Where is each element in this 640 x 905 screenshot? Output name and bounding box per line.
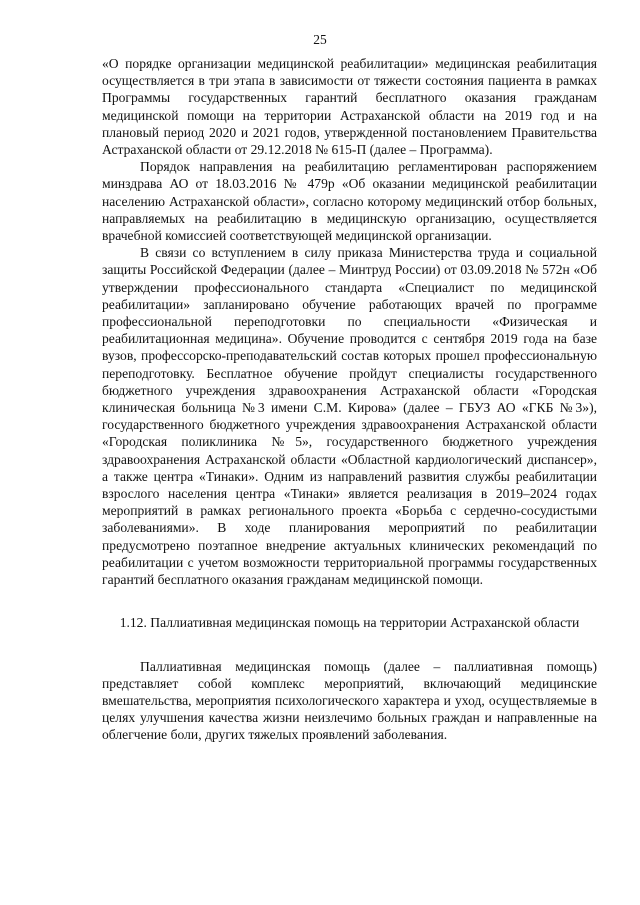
- paragraph-specialist-training: В связи со вступлением в силу приказа Министерства труда и социальной защиты Российской Федерации (далее – Минтруд России) от 03.09.2018 № 572н «Об утверждении профессионального стандарта «Специалист по медицинской реабилитации» запланировано обучение работающих врачей по программе профессиональной переподготовки по специальности «Физическая и реабилитационная медицина». Обучение проводится с сентября 2019 года на базе вузов, профессорско-преподавательский состав которых прошел профессиональную переподготовку. Бесплатное обучение пройдут специалисты государственного бюджетного учреждения здравоохранения Астраханской области «Городская клиническая больница №3 имени С.М. Кирова» (далее – ГБУЗ АО «ГКБ №3»), государственного бюджетного учреждения здравоохранения Астраханской области «Городская поликлиника №5», государственного бюджетного учреждения здравоохранения Астраханской области «Областной кардиологический диспансер», а также центра «Тинаки». Одним из направлений развития службы реабилитации взрослого населения центра «Тинаки» является реализация в 2019–2024 годах мероприятий в рамках регионального проекта «Борьба с сердечно-сосудистыми заболеваниями». В ходе планирования мероприятий по реабилитации предусмотрено поэтапное внедрение актуальных клинических рекомендаций по реабилитации с учетом возможности территориальной программы государственных гарантий бесплатного оказания гражданам медицинской помощи.: [102, 245, 597, 588]
- document-body: [102, 55, 597, 744]
- paragraph-referral-procedure: Порядок направления на реабилитацию регламентирован распоряжением минздрава АО от 18.03.2016 № 479р «Об оказании медицинской реабилитации населению Астраханской области», согласно которому медицинский отбор больных, направляемых на реабилитацию в медицинскую организацию, осуществляется врачебной комиссией соответствующей медицинской организации.: [102, 159, 597, 244]
- paragraph-rehabilitation-stages: «О порядке организации медицинской реабилитации» медицинская реабилитация осуществляется в три этапа в зависимости от тяжести состояния пациента в рамках Программы государственных гарантий бесплатного оказания гражданам медицинской помощи на территории Астраханской области на 2019 год и на плановый период 2020 и 2021 годов, утвержденной постановлением Правительства Астраханской области от 29.12.2018 № 615-П (далее – Программа).: [102, 56, 597, 158]
- page-number: 25: [313, 32, 327, 47]
- section-heading: 1.12. Паллиативная медицинская помощь на территории Астраханской области: [119, 615, 580, 631]
- paragraph-palliative-care: Паллиативная медицинская помощь (далее – паллиативная помощь) представляет собой комплекс мероприятий, включающий медицинские вмешательства, мероприятия психологического характера и уход, осуществляемые в целях улучшения качества жизни неизлечимо больных граждан и направленные на облегчение боли, других тяжелых проявлений заболевания.: [102, 658, 597, 743]
